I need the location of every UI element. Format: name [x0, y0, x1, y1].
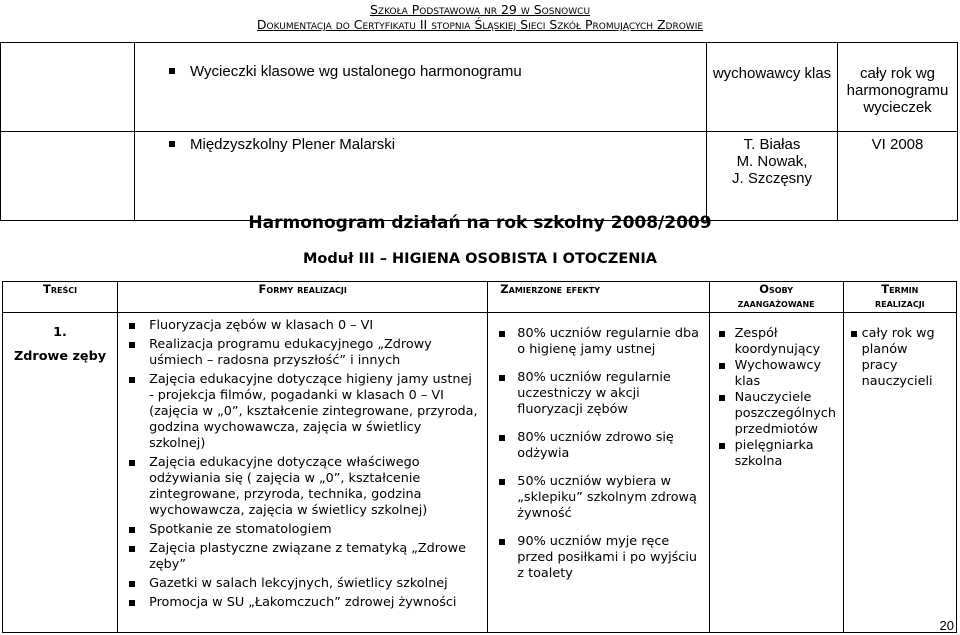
bullet-icon	[169, 141, 175, 147]
list-item: Fluoryzacja zębów w klasach 0 – VI	[149, 318, 480, 334]
list-item: Wychowawcy klas	[735, 358, 838, 390]
term-text: cały rok wg harmonogramu wycieczek	[846, 65, 949, 116]
table-row	[1, 43, 958, 132]
list-item: pielęgniarka szkolna	[735, 438, 838, 470]
trips-table	[0, 42, 958, 221]
col-termin-line2: realizacji	[874, 296, 925, 310]
activity-text: Międzyszkolny Plener Malarski	[190, 136, 396, 153]
col-termin	[843, 282, 956, 313]
col-termin-line1: Termin	[881, 282, 919, 296]
list-item: 90% uczniów myje ręce przed posiłkami i po wyjściu z toalety	[517, 534, 701, 582]
list-item: Zajęcia plastyczne związane z tematyką „Zdrowe zęby”	[149, 541, 480, 573]
list-item: Realizacja programu edukacyjnego „Zdrowy uśmiech – radosna przyszłość” i innych	[149, 337, 480, 369]
col-formy: Formy realizacji	[118, 282, 488, 313]
effects-cell	[488, 313, 709, 633]
col-osoby-line2: zaangażowane	[737, 296, 815, 310]
list-item: 50% uczniów wybiera w „sklepiku” szkolnym zdrową żywność	[517, 474, 701, 522]
page-number: 20	[939, 618, 954, 633]
list-item: 80% uczniów regularnie uczestniczy w akcji fluoryzacji zębów	[517, 370, 701, 418]
col-osoby-line1: Osoby	[759, 282, 794, 296]
term-line: planów	[861, 342, 908, 357]
list-item	[862, 326, 951, 390]
term-text: VI 2008	[871, 136, 924, 153]
bullet-icon	[169, 68, 175, 74]
responsible-line: M. Nowak,	[736, 153, 808, 170]
list-item: Gazetki w salach lekcyjnych, świetlicy szkolnej	[149, 576, 480, 592]
module-subtitle: Moduł III – HIGIENA OSOBISTA I OTOCZENIA	[302, 251, 657, 267]
school-header: Szkoła Podstawowa nr 29 w Sosnowcu	[369, 2, 591, 17]
responsible-line: T. Białas	[743, 136, 801, 153]
row-number: 1.	[53, 325, 67, 340]
topic-cell	[3, 313, 118, 633]
col-efekty: Zamierzone efekty	[488, 282, 709, 313]
schedule-table	[2, 281, 957, 633]
schedule-title: Harmonogram działań na rok szkolny 2008/2009	[248, 213, 712, 233]
list-item: Promocja w SU „Łakomczuch” zdrowej żywności	[149, 595, 480, 611]
col-osoby	[709, 282, 843, 313]
term-line: cały rok wg	[861, 326, 935, 341]
list-item: 80% uczniów regularnie dba o higienę jamy ustnej	[517, 326, 701, 358]
table-row	[3, 313, 957, 633]
list-item: Zespół koordynujący	[735, 326, 838, 358]
list-item: Zajęcia edukacyjne dotyczące higieny jamy ustnej - projekcja filmów, pogadanki w klasach 0 – VI (zajęcia w „0”, kształcenie zintegrowane, przyroda, godzina wychowawcza, zajęcia w świetlicy szkolnej)	[149, 372, 480, 452]
list-item: Nauczyciele poszczególnych przedmiotów	[734, 390, 836, 437]
list-item: 80% uczniów zdrowo się odżywia	[517, 430, 701, 462]
term-line: pracy	[861, 358, 898, 373]
forms-cell	[118, 313, 488, 633]
col-tresci: Treści	[3, 282, 118, 313]
table-row	[1, 132, 958, 221]
activity-text: Wycieczki klasowe wg ustalonego harmonogramu	[190, 63, 522, 80]
topic-name: Zdrowe zęby	[13, 349, 107, 364]
list-item: Zajęcia edukacyjne dotyczące właściwego odżywiania się ( zajęcia w „0”, kształcenie zintegrowane, przyroda, technika, godzina wychowawcza, zajęcia w świetlicy szkolnej)	[149, 455, 480, 519]
responsible-line: J. Szczęsny	[731, 170, 813, 187]
term-line: nauczycieli	[861, 374, 933, 389]
responsible-text: wychowawcy klas	[712, 65, 832, 82]
header-row	[3, 282, 957, 313]
people-cell	[709, 313, 843, 633]
document-header: Dokumentacja do Certyfikatu II stopnia Śląskiej Sieci Szkół Promujących Zdrowie	[256, 17, 704, 32]
list-item: Spotkanie ze stomatologiem	[149, 522, 480, 538]
term-cell	[843, 313, 956, 633]
